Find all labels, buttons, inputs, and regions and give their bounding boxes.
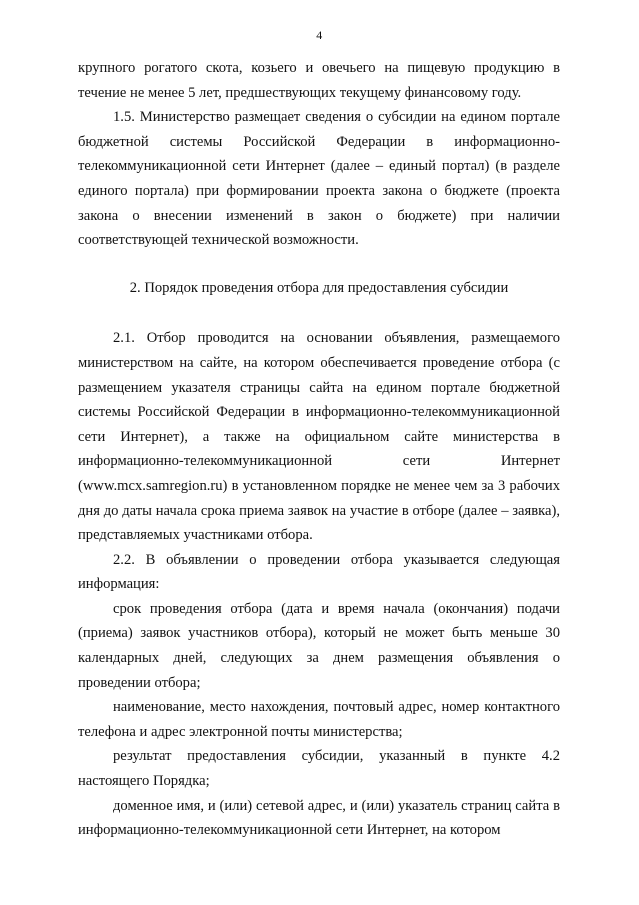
list-item-domain: доменное имя, и (или) сетевой адрес, и (или) указатель страниц сайта в информационно-телекоммуникационной сети Интернет, на котором: [78, 797, 560, 839]
paragraph-2-2: 2.2. В объявлении о проведении отбора указывается следующая информация:: [78, 551, 560, 593]
list-item-contacts: наименование, место нахождения, почтовый адрес, номер контактного телефона и адрес электронной почты министерства;: [78, 699, 560, 740]
list-item-deadline: срок проведения отбора (дата и время начала (окончания) подачи (приема) заявок участников отбора), который не может быть меньше 30 календарных дней, следующих за днем размещения объявления о проведении отбора;: [78, 600, 560, 691]
section-heading: 2. Порядок проведения отбора для предоставления субсидии: [129, 279, 509, 296]
list-item-result: результат предоставления субсидии, указанный в пункте 4.2 настоящего Порядка;: [78, 748, 560, 790]
document-body: [78, 56, 560, 843]
paragraph-2-1: 2.1. Отбор проводится на основании объявления, размещаемого министерством на сайте, на котором обеспечивается проведение отбора (с размещением указателя страницы сайта на едином портале бюджетной системы Российской Федерации в информационно-телекоммуникационной сети Интернет), а также на официальном сайте министерства в информационно-телекоммуникационной сети Интернет (www.mcx.samregion.ru) в установленном порядке не менее чем за 3 рабочих дня до даты начала срока приема заявок на участие в отборе (далее – заявка), представляемых участниками отбора.: [78, 330, 560, 544]
paragraph-1-5: 1.5. Министерство размещает сведения о субсидии на едином портале бюджетной системы Российской Федерации в информационно-телекоммуникационной сети Интернет (далее – единый портал) (в разделе единого портала) при формировании проекта закона о бюджете (проекта закона о внесении изменений в закон о бюджете) при наличии соответствующей технической возможности.: [78, 109, 560, 249]
page-number: 4: [316, 28, 323, 42]
paragraph-continuation: крупного рогатого скота, козьего и овечьего на пищевую продукцию в течение не менее 5 лет, предшествующих текущему финансовому году.: [78, 60, 560, 101]
